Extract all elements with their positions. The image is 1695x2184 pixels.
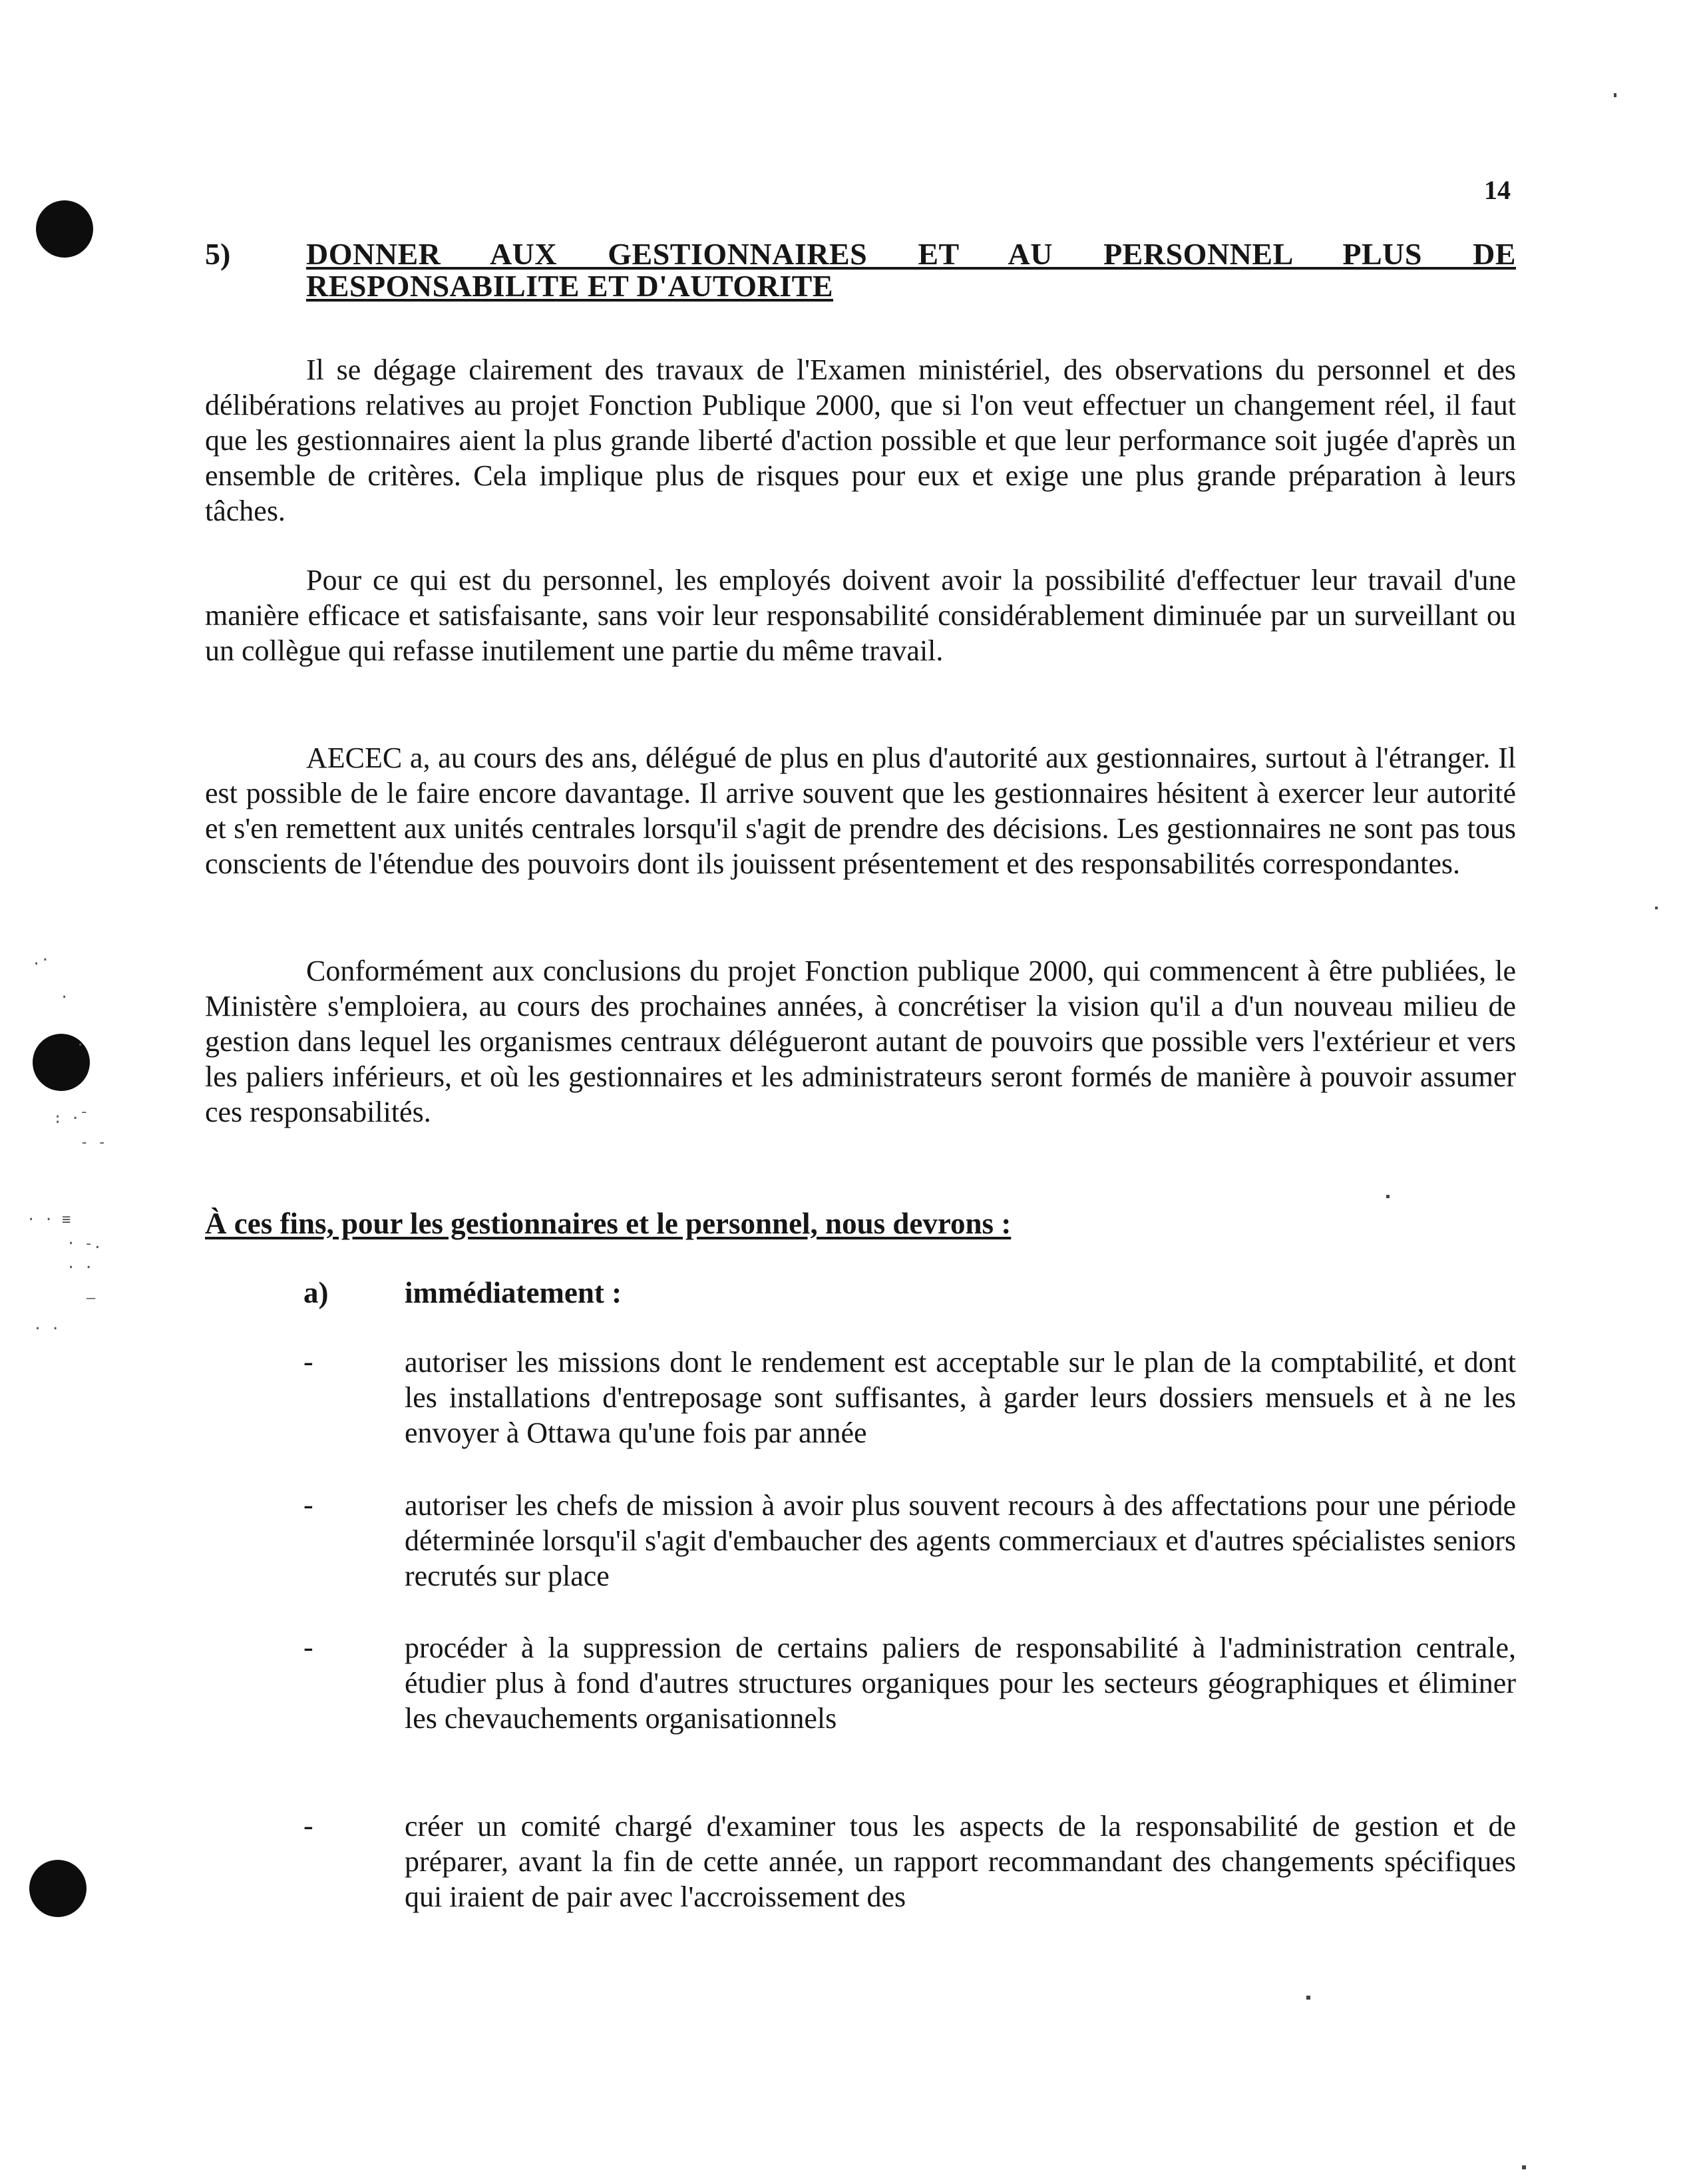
bullet-text: créer un comité chargé d'examiner tous les aspects de la responsabilité de gestion et de préparer, avant la fin de cette année, un rapport recommandant des changements spécifiques qui iraient de pair avec l'accroissement des <box>405 1810 1516 1913</box>
section-number: 5) <box>205 237 231 271</box>
paragraph <box>205 740 1516 881</box>
paragraph-text: Il se dégage clairement des travaux de l'Examen ministériel, des observations du personnel et des délibérations relatives au projet Fonction Publique 2000, que si l'on veut effectuer un changement réel, il faut que les gestionnaires aient la plus grande liberté d'action possible et que leur performance soit jugée d'après un ensemble de critères. Cela implique plus de risques pour eux et exige une plus grande préparation à leurs tâches. <box>205 353 1516 527</box>
section-title-line-1: DONNER AUX GESTIONNAIRES ET AU PERSONNEL PLUS DE <box>306 237 1516 271</box>
margin-scan-marks: .· · . : ·̄ - - · · ≡ · -. · · – · · <box>27 952 106 1337</box>
section-title-line-2: RESPONSABILITE ET D'AUTORITE <box>306 269 834 303</box>
bullet-text: autoriser les chefs de mission à avoir plus souvent recours à des affectations pour une période déterminée lorsqu'il s'agit d'embaucher des agents commerciaux et d'autres spécialistes seniors recrutés sur place <box>405 1489 1516 1592</box>
paragraph-text: AECEC a, au cours des ans, délégué de plus en plus d'autorité aux gestionnaires, surtout à l'étranger. Il est possible de le faire encore davantage. Il arrive souvent que les gestionnaires hésitent à exercer leur autorité et s'en remettent aux unités centrales lorsqu'il s'agit de prendre des décisions. Les gestionnaires ne sont pas tous conscients de l'étendue des pouvoirs dont ils jouissent présentement et des responsabilités correspondantes. <box>205 742 1516 880</box>
scan-speck <box>1386 1195 1390 1198</box>
paragraph <box>205 953 1516 1130</box>
subsection-label: immédiatement : <box>405 1276 622 1309</box>
punch-hole-bottom <box>29 1860 87 1917</box>
actions-heading: À ces fins, pour les gestionnaires et le personnel, nous devrons : <box>205 1207 1012 1240</box>
subsection-letter: a) <box>303 1276 329 1309</box>
paragraph <box>205 562 1516 668</box>
bullet-text: autoriser les missions dont le rendement est acceptable sur le plan de la comptabilité, et dont les installations d'entreposage sont suffisantes, à garder leurs dossiers mensuels et à ne les envoyer à Ottawa qu'une fois par année <box>405 1346 1516 1449</box>
paragraph <box>205 352 1516 529</box>
bullet-marker: - <box>303 1631 313 1663</box>
scan-speck <box>1655 907 1658 909</box>
bullet-marker: - <box>303 1809 313 1842</box>
bullet-marker: - <box>303 1488 313 1521</box>
scan-speck <box>1522 2165 1526 2169</box>
punch-hole-top <box>36 200 93 258</box>
bullet-text: procéder à la suppression de certains paliers de responsabilité à l'administration centrale, étudier plus à fond d'autres structures organiques pour les secteurs géographiques et éliminer les chevauchements organisationnels <box>405 1632 1516 1735</box>
scan-speck <box>1306 1996 1310 2000</box>
bullet-marker: - <box>303 1345 313 1378</box>
paragraph-text: Pour ce qui est du personnel, les employés doivent avoir la possibilité d'effectuer leur travail d'une manière efficace et satisfaisante, sans voir leur responsabilité considérablement diminuée par un surveillant ou un collègue qui refasse inutilement une partie du même travail. <box>205 564 1516 667</box>
paragraph-text: Conformément aux conclusions du projet Fonction publique 2000, qui commencent à être publiées, le Ministère s'emploiera, au cours des prochaines années, à concrétiser la vision qu'il a d'un nouveau milieu de gestion dans lequel les organismes centraux délégueront autant de pouvoirs que possible vers l'extérieur et vers les paliers inférieurs, et où les gestionnaires et les administrateurs seront formés de manière à pouvoir assumer ces responsabilités. <box>205 955 1516 1128</box>
scan-speck <box>1614 93 1616 97</box>
section-title <box>306 238 1516 302</box>
page-number: 14 <box>1484 175 1511 205</box>
